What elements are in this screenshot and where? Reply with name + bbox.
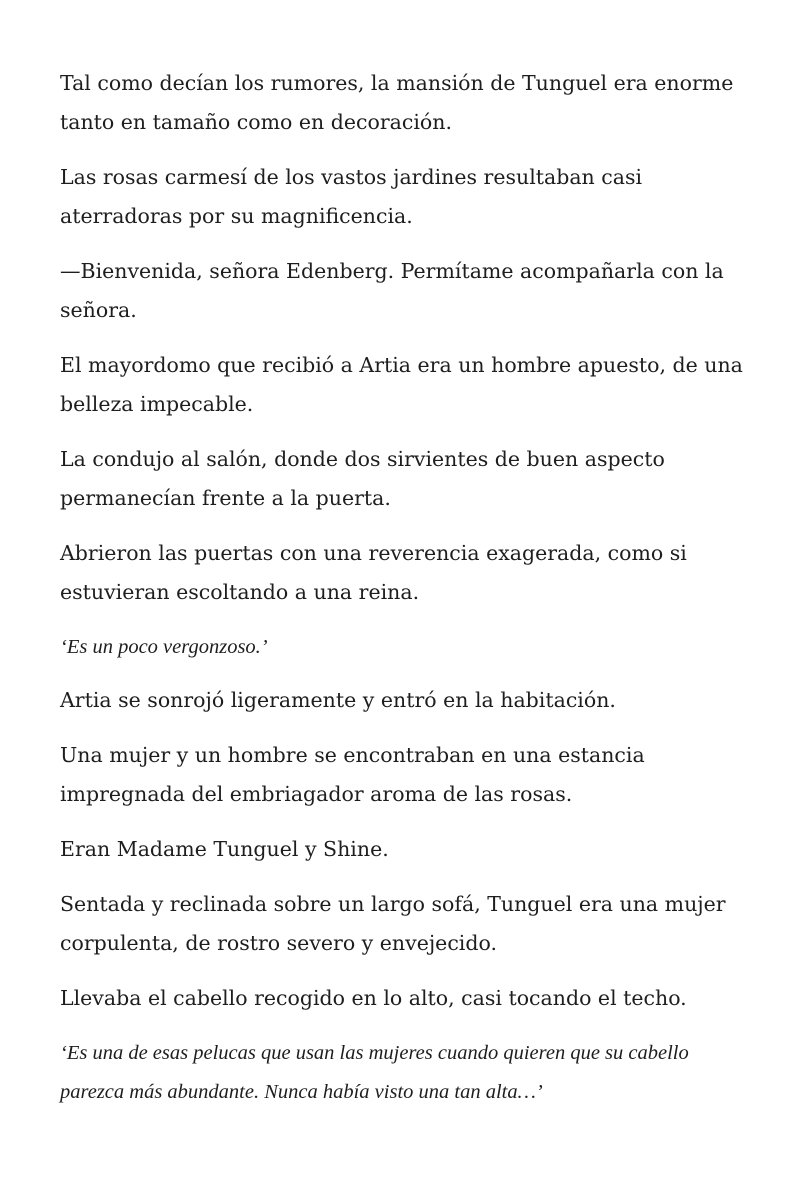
inner-thought: ‘Es un poco vergonzoso.’ [60, 636, 268, 658]
paragraph: La condujo al salón, donde dos sirvientes de buen aspecto permanecían frente a la puerta. [60, 447, 665, 510]
paragraph: —Bienvenida, señora Edenberg. Permítame acompañarla con la señora. [60, 259, 724, 322]
inner-thought: ‘Es una de esas pelucas que usan las mujeres cuando quieren que su cabello parezca más abundante. Nunca había visto una tan alta…’ [60, 1042, 689, 1103]
paragraph: Sentada y reclinada sobre un largo sofá, Tunguel era una mujer corpulenta, de rostro severo y envejecido. [60, 892, 726, 955]
paragraph: El mayordomo que recibió a Artia era un hombre apuesto, de una belleza impecable. [60, 353, 743, 416]
paragraph: Artia se sonrojó ligeramente y entró en la habitación. [60, 688, 616, 712]
paragraph: Eran Madame Tunguel y Shine. [60, 837, 389, 861]
paragraph: Abrieron las puertas con una reverencia exagerada, como si estuvieran escoltando a una reina. [60, 541, 687, 604]
paragraph: Llevaba el cabello recogido en lo alto, casi tocando el techo. [60, 986, 687, 1010]
story-page [60, 64, 750, 1128]
paragraph: Las rosas carmesí de los vastos jardines resultaban casi aterradoras por su magnificencia. [60, 165, 643, 228]
paragraph: Tal como decían los rumores, la mansión de Tunguel era enorme tanto en tamaño como en decoración. [60, 71, 734, 134]
paragraph: Una mujer y un hombre se encontraban en una estancia impregnada del embriagador aroma de las rosas. [60, 743, 645, 806]
